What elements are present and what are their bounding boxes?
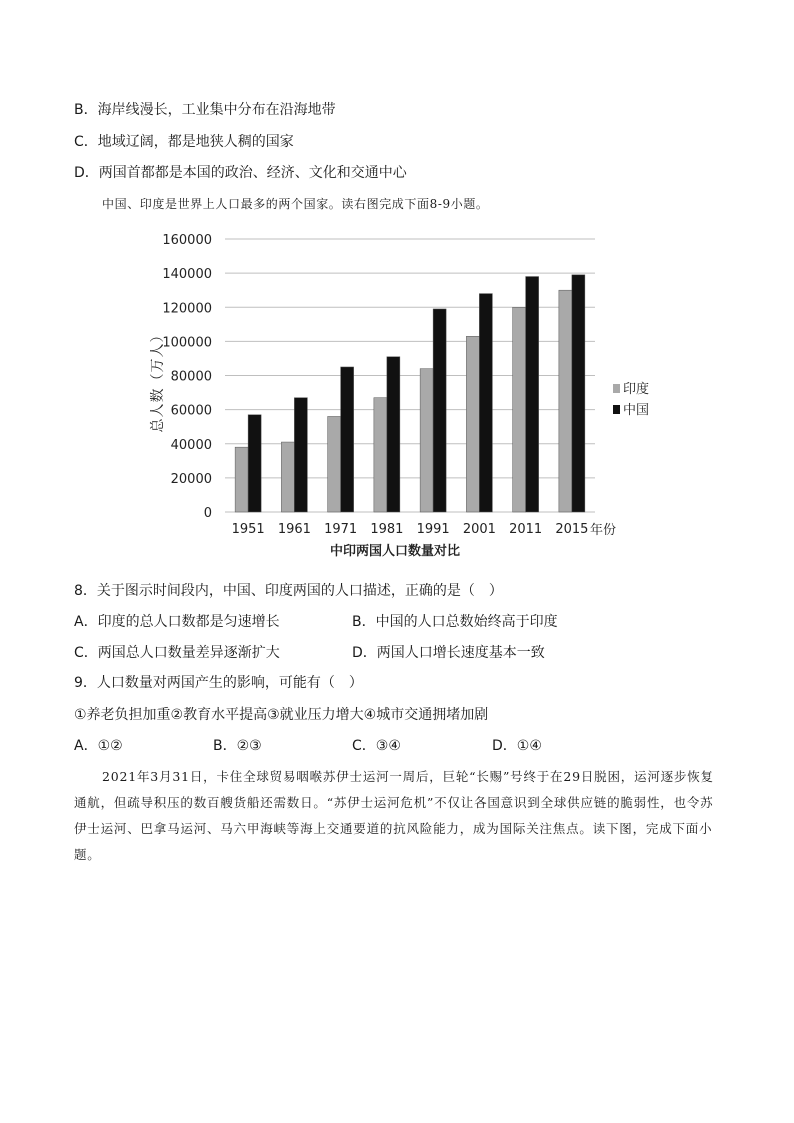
chart-legend (613, 381, 649, 418)
y-axis-ticks (162, 233, 212, 521)
bar-china-2011 (526, 277, 539, 512)
option-d-prev: D．两国首都都是本国的政治、经济、文化和交通中心 (74, 165, 407, 181)
legend-label-india: 印度 (623, 382, 650, 397)
y-tick-label: 100000 (162, 335, 212, 351)
question-9-items: ①养老负担加重②教育水平提高③就业压力增大④城市交通拥堵加剧 (74, 707, 489, 723)
q9-option-d[interactable]: D．①④ (492, 738, 542, 754)
q8-option-c[interactable]: C．两国总人口数量差异逐渐扩大 (74, 645, 280, 661)
y-tick-label: 20000 (170, 471, 212, 487)
q8-option-d[interactable]: D．两国人口增长速度基本一致 (352, 645, 545, 661)
bar-india-2001 (466, 336, 479, 512)
question-9-stem: 9．人口数量对两国产生的影响，可能有（ ） (74, 675, 363, 691)
x-axis-label: 年份 (590, 523, 617, 538)
y-tick-label: 0 (203, 506, 212, 521)
bar-india-2015 (559, 290, 572, 512)
bar-india-1951 (235, 447, 248, 512)
y-tick-label: 140000 (162, 267, 212, 283)
legend-swatch-china (613, 405, 620, 414)
bar-india-1981 (374, 398, 387, 512)
chart-grid (225, 239, 595, 512)
q8-option-b[interactable]: B．中国的人口总数始终高于印度 (352, 614, 558, 630)
chart-bars (235, 275, 585, 512)
y-tick-label: 80000 (170, 369, 212, 385)
q8-option-a[interactable]: A．印度的总人口数都是匀速增长 (74, 614, 280, 630)
suez-passage: 2021年3月31日，卡住全球贸易咽喉苏伊士运河一周后，巨轮“长赐”号终于在29日脱困，运河逐步恢复通航，但疏导积压的数百艘货船还需数日。“苏伊士运河危机”不仅让各国意识到全球供应链的脆弱性，也令苏伊士运河、巴拿马运河、马六甲海峡等海上交通要道的抗风险能力，成为国际关注焦点。读下图，完成下面小题。 (74, 769, 714, 862)
x-tick-label: 1951 (231, 522, 265, 537)
q9-option-b[interactable]: B．②③ (213, 738, 262, 754)
bar-india-2011 (513, 307, 526, 512)
x-tick-label: 1981 (370, 522, 404, 537)
bar-india-1971 (328, 416, 341, 512)
x-tick-label: 2015 (555, 522, 589, 537)
bar-china-1951 (248, 415, 261, 512)
bar-china-1961 (294, 398, 307, 512)
y-tick-label: 160000 (162, 233, 212, 248)
q9-option-c[interactable]: C．③④ (352, 738, 401, 754)
bar-china-1991 (433, 309, 446, 512)
bar-india-1961 (281, 442, 294, 512)
population-bar-chart (140, 222, 650, 564)
x-tick-label: 1991 (416, 522, 450, 537)
option-b-prev: B．海岸线漫长，工业集中分布在沿海地带 (74, 102, 336, 118)
bar-china-2001 (479, 294, 492, 512)
chart-title: 中印两国人口数量对比 (329, 544, 461, 559)
question-8-stem: 8．关于图示时间段内，中国、印度两国的人口描述，正确的是（ ） (74, 583, 503, 599)
x-axis-ticks (232, 522, 589, 537)
q9-option-a[interactable]: A．①② (74, 738, 123, 754)
y-tick-label: 60000 (170, 403, 212, 419)
x-tick-label: 1961 (277, 522, 311, 537)
x-tick-label: 2011 (509, 522, 543, 537)
bar-china-2015 (572, 275, 585, 512)
x-tick-label: 2001 (462, 522, 496, 537)
y-tick-label: 40000 (170, 437, 212, 453)
y-axis-label: 总人数（万人） (150, 327, 166, 433)
y-tick-label: 120000 (162, 301, 212, 317)
legend-label-china: 中国 (623, 403, 650, 418)
intro-text-8-9: 中国、印度是世界上人口最多的两个国家。读右图完成下面8-9小题。 (102, 197, 489, 211)
bar-india-1991 (420, 369, 433, 512)
option-c-prev: C．地域辽阔，都是地狭人稠的国家 (74, 134, 294, 150)
x-tick-label: 1971 (324, 522, 358, 537)
bar-china-1981 (387, 357, 400, 512)
bar-china-1971 (341, 367, 354, 512)
legend-swatch-india (613, 384, 620, 393)
